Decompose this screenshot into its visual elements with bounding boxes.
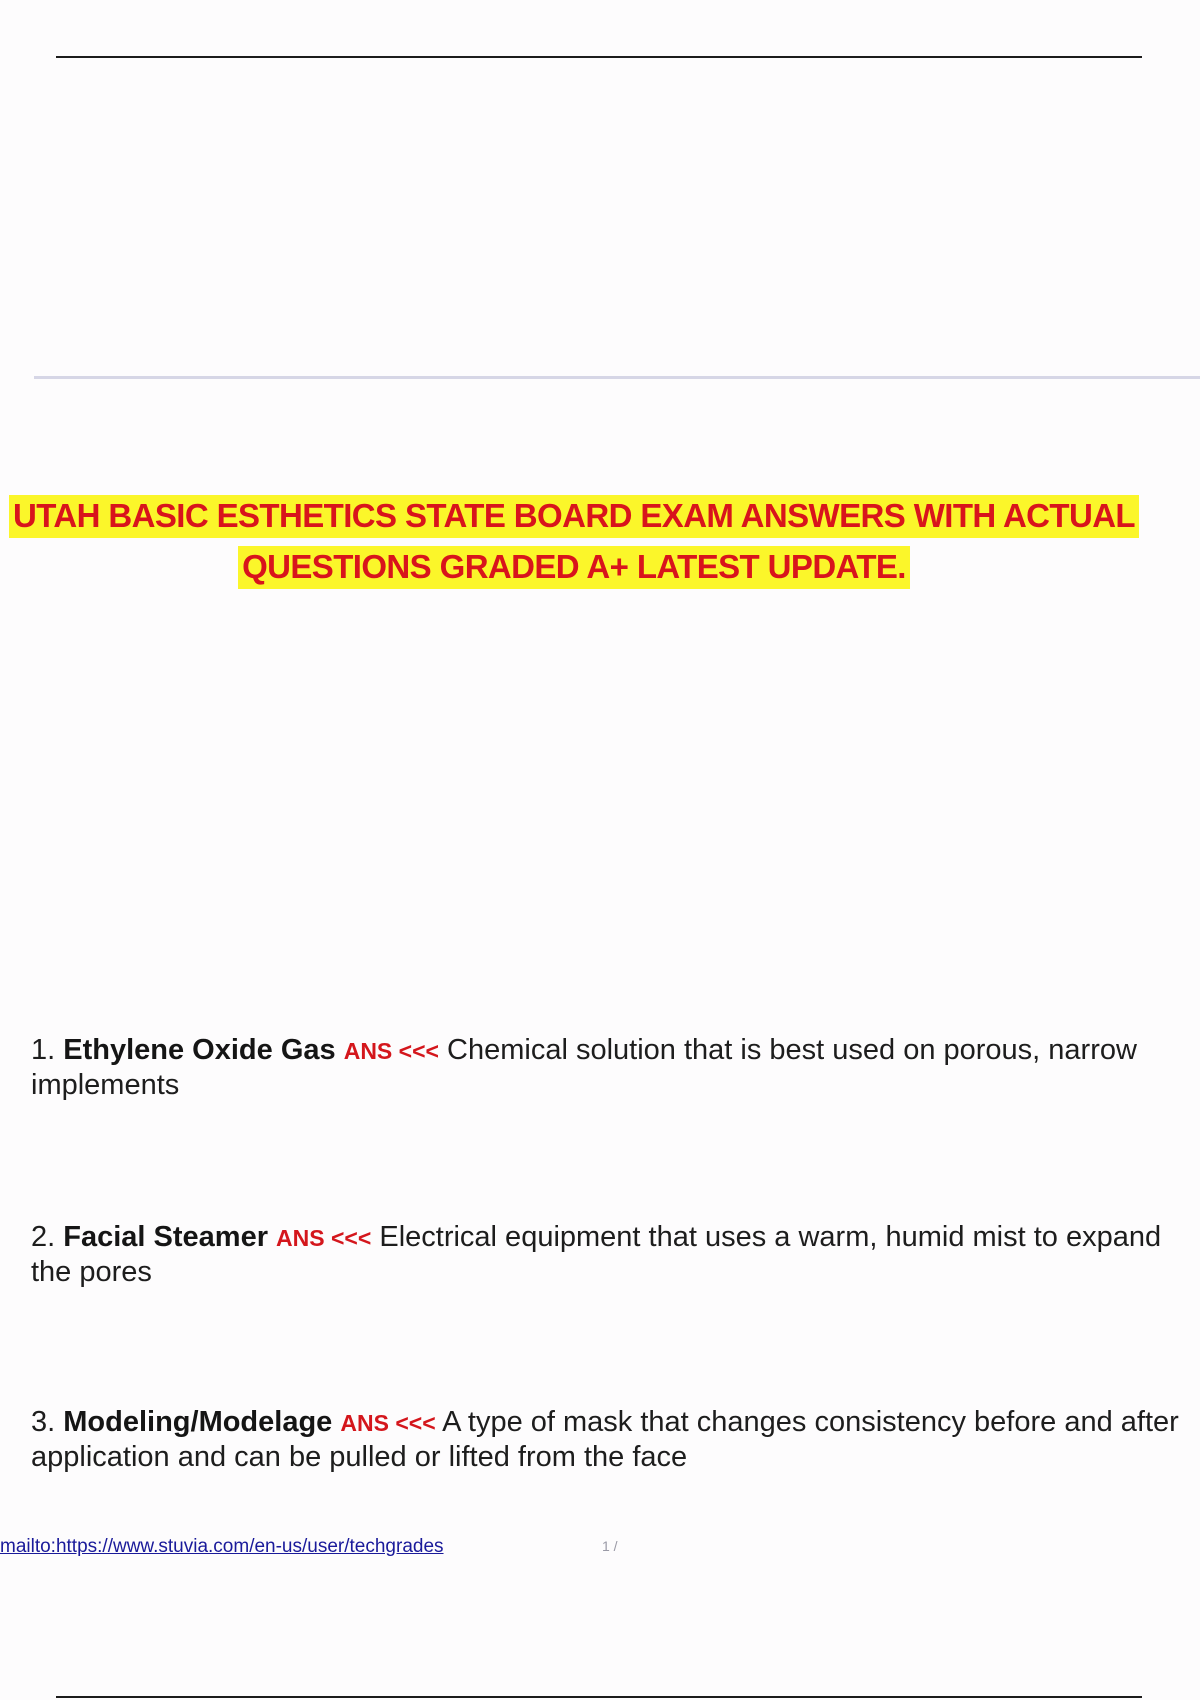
footer-link[interactable]: mailto:https://www.stuvia.com/en-us/user/techgrades (0, 1536, 444, 1557)
title-line-2: QUESTIONS GRADED A+ LATEST UPDATE. (238, 546, 910, 589)
answer-marker: ANS <<< (276, 1225, 372, 1251)
bottom-rule (56, 1696, 1142, 1698)
answer-marker: ANS <<< (340, 1410, 436, 1436)
header-divider (34, 376, 1200, 379)
item-term: Modeling/Modelage (63, 1406, 333, 1438)
item-definition: Chemical solution that is best used on porous, narrow implements (31, 1034, 1137, 1101)
page-number: 1 / (602, 1538, 618, 1554)
qa-item (31, 1405, 1181, 1474)
qa-item (31, 1033, 1181, 1102)
answer-marker: ANS <<< (343, 1038, 439, 1064)
title-line-1: UTAH BASIC ESTHETICS STATE BOARD EXAM ANSWERS WITH ACTUAL (9, 495, 1139, 538)
top-rule (56, 56, 1142, 58)
qa-item (31, 1220, 1181, 1289)
item-term: Ethylene Oxide Gas (63, 1034, 336, 1066)
document-title (0, 490, 1148, 592)
item-definition: A type of mask that changes consistency before and after application and can be pulled or lifted from the face (31, 1406, 1179, 1473)
item-number: 2. (31, 1221, 56, 1253)
item-number: 1. (31, 1034, 56, 1066)
item-definition: Electrical equipment that uses a warm, humid mist to expand the pores (31, 1221, 1162, 1288)
item-number: 3. (31, 1406, 56, 1438)
item-term: Facial Steamer (63, 1221, 268, 1253)
